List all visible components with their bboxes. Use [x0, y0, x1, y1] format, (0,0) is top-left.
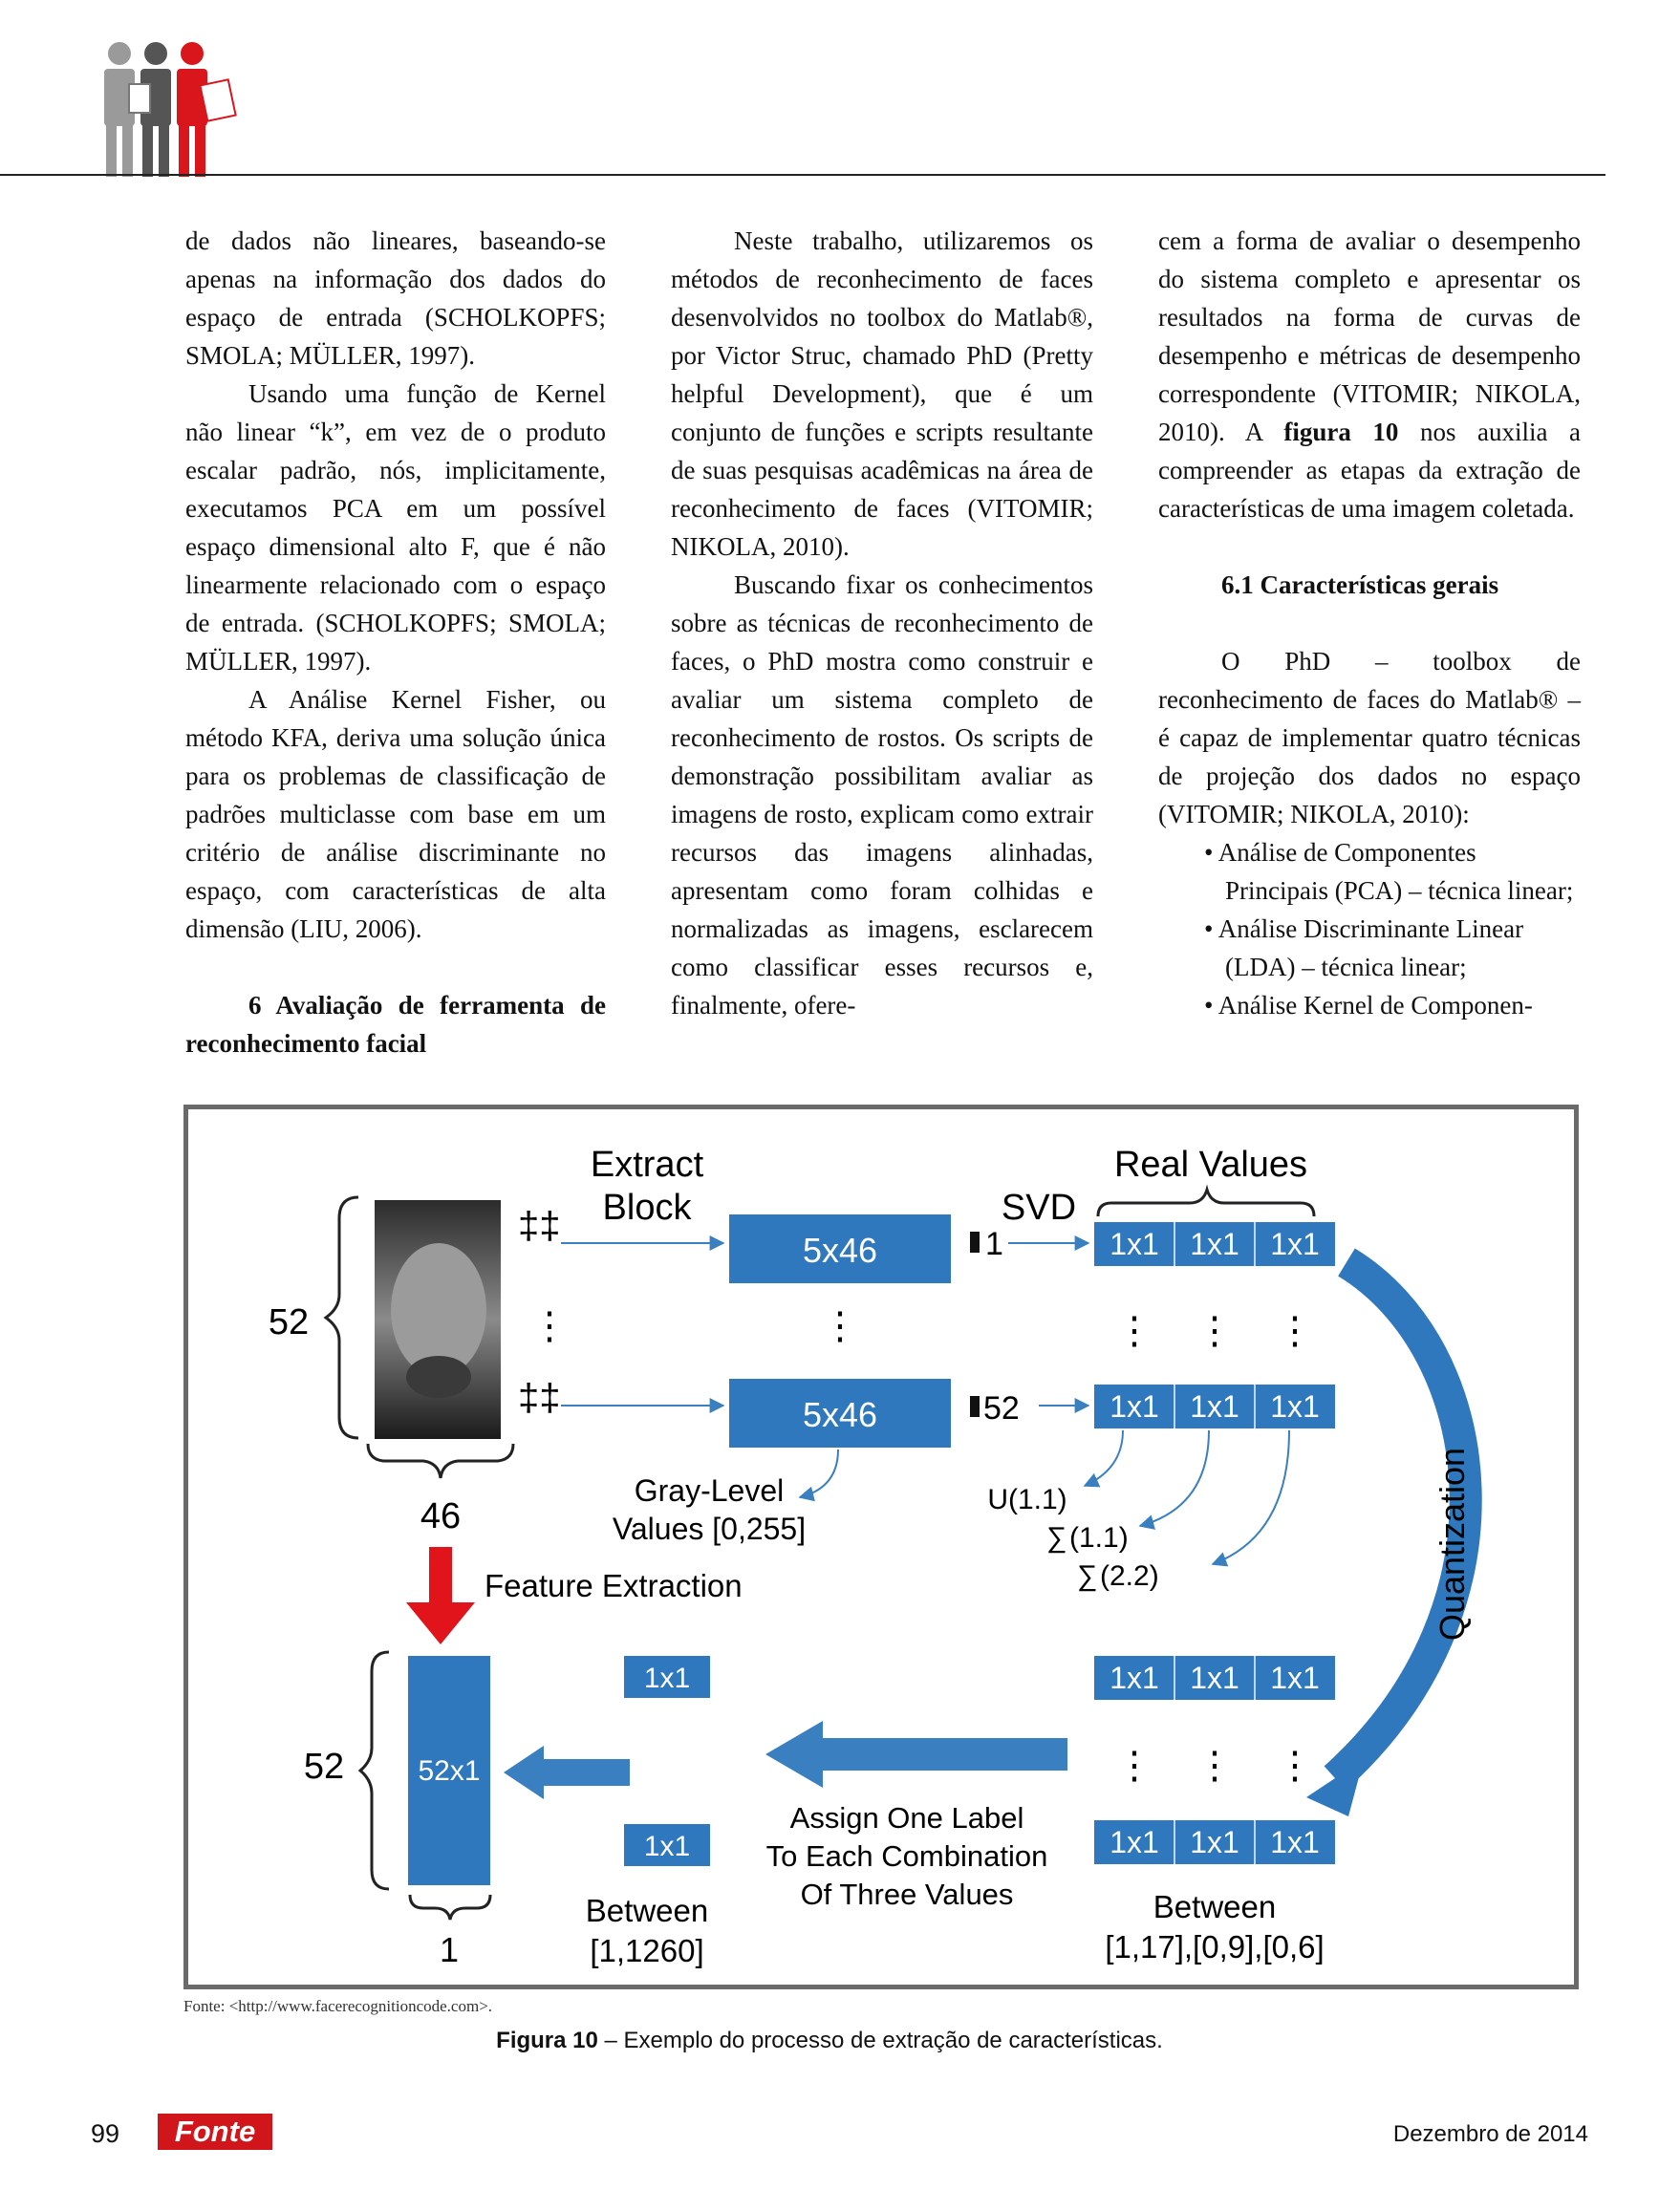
- index-marker-icon: [970, 1232, 980, 1253]
- svd-label: SVD: [1001, 1188, 1077, 1228]
- text-column-2: [671, 222, 1093, 1024]
- real-values-label: Real Values: [1113, 1145, 1308, 1185]
- cell-label: 1x1: [1270, 1825, 1320, 1859]
- assign-label-line3: Of Three Values: [800, 1878, 1014, 1911]
- arrowhead-icon: [504, 1746, 544, 1799]
- paragraph: A Análise Kernel Fisher, ou método KFA, deriva uma solução única para os problemas de classificação de padrões multiclasse com base em um critério de análise discriminante no espaço, com características de alta dimensão (LIU, 2006).: [185, 685, 606, 943]
- ellipsis-icon: ⋮: [1196, 1745, 1234, 1787]
- gray-level-label: Gray-Level: [634, 1473, 785, 1508]
- vector-label: 52x1: [418, 1755, 481, 1787]
- list-item: • Análise Kernel de Componen-: [1204, 991, 1533, 1020]
- cell-label: 1x1: [643, 1831, 691, 1862]
- sigma-icon: ∑: [1046, 1522, 1067, 1554]
- ellipsis-icon: ⋮: [530, 1305, 569, 1347]
- extract-label: Extract: [590, 1145, 704, 1185]
- brace-icon: [368, 1444, 513, 1478]
- face-image: [406, 1356, 471, 1398]
- ellipsis-icon: ⋮: [1115, 1745, 1153, 1787]
- text-column-1: [185, 222, 606, 1063]
- cell-label: 1x1: [1110, 1825, 1159, 1859]
- index-1-label: 1: [985, 1226, 1003, 1262]
- text-column-3: [1158, 222, 1581, 1024]
- paragraph: Buscando fixar os conhecimentos sobre as técnicas de reconhecimento de faces, o PhD mostra como construir e avaliar um sistema completo de reconhecimento de rostos. Os scripts de demonstração possibilitam avaliar as imagens de rosto, explicam como extrair recursos das imagens alinhadas, apresentam como foram colhidas e normalizadas as imagens, esclarecem como classificar esses recursos e, finalmente, ofere-: [671, 570, 1093, 1020]
- between-right-label: Between: [1153, 1889, 1277, 1924]
- magazine-brand: Fonte: [158, 2114, 272, 2150]
- caption-label: Figura 10: [496, 2028, 598, 2053]
- cell-label: 1x1: [1110, 1661, 1159, 1695]
- cell-label: 1x1: [1110, 1227, 1159, 1261]
- block-label: 5x46: [802, 1231, 878, 1270]
- feature-extraction-diagram: [188, 1109, 1574, 1985]
- figure-source: Fonte: <http://www.facerecognitioncode.com>.: [183, 1997, 493, 2015]
- brace-icon: [1098, 1190, 1314, 1216]
- brace-icon: [360, 1652, 389, 1889]
- cell-label: 1x1: [1190, 1227, 1239, 1261]
- ellipsis-icon: ⋮: [1196, 1310, 1234, 1352]
- left-arrow: [542, 1759, 630, 1786]
- assign-label-line1: Assign One Label: [789, 1801, 1024, 1835]
- block-label: Block: [602, 1188, 692, 1228]
- arrow: [1213, 1430, 1289, 1564]
- index-52-label: 52: [983, 1390, 1020, 1427]
- dim-46-label: 46: [420, 1496, 462, 1536]
- cell-label: 1x1: [1270, 1389, 1320, 1424]
- ellipsis-icon: ⋮: [1276, 1745, 1314, 1787]
- ellipsis-icon: ⋮: [821, 1305, 859, 1347]
- arrow: [1085, 1430, 1123, 1486]
- subsection-heading: 6.1 Características gerais: [1221, 570, 1499, 599]
- figure-caption: [0, 2028, 1659, 2054]
- block-label: 5x46: [802, 1395, 878, 1434]
- caption-text: – Exemplo do processo de extração de características.: [597, 2028, 1163, 2053]
- cell-label: 1x1: [1110, 1389, 1159, 1424]
- quantization-label: Quantization: [1433, 1447, 1472, 1642]
- figure-reference: figura 10: [1283, 418, 1399, 446]
- sigma-icon: ∑: [1077, 1560, 1098, 1592]
- sigma-22-label: (2.2): [1100, 1560, 1159, 1592]
- brace-icon: [410, 1895, 490, 1920]
- paragraph: cem a forma de avaliar o desempenho do sistema completo e apresentar os resultados na forma de curvas de desempenho e métricas de desempenho correspondente (VITOMIR; NIKOLA, 2010). A figura 10 nos auxilia a compreender as etapas da extração de características de uma imagem coletada.: [1158, 226, 1582, 523]
- page-number: 99: [91, 2119, 120, 2148]
- section-heading: 6 Avaliação de ferramenta de reconhecimento facial: [185, 991, 606, 1058]
- dim-1-label: 1: [439, 1930, 460, 1969]
- cell-label: 1x1: [1270, 1661, 1320, 1695]
- paragraph: O PhD – toolbox de reconhecimento de faces do Matlab® – é capaz de implementar quatro técnicas de projeção dos dados no espaço (VITOMIR; NIKOLA, 2010):: [1158, 647, 1581, 828]
- paragraph: Neste trabalho, utilizaremos os métodos de reconhecimento de faces desenvolvidos no toolbox do Matlab®, por Victor Struc, chamado PhD (Pretty helpful Development), que é um conjunto de funções e scripts resultante de suas pesquisas acadêmicas na área de reconhecimento de faces (VITOMIR; NIKOLA, 2010).: [671, 226, 1093, 561]
- dim-52-label: 52: [303, 1747, 345, 1787]
- magazine-logo-icon: [91, 40, 244, 179]
- gray-level-range-label: Values [0,255]: [612, 1512, 807, 1546]
- arrow: [800, 1450, 838, 1497]
- ellipsis-icon: ⋮: [1276, 1310, 1314, 1352]
- u-label: U(1.1): [987, 1484, 1067, 1515]
- figure-10-diagram: [183, 1105, 1579, 1989]
- cell-label: 1x1: [1190, 1825, 1239, 1859]
- arrowhead-icon: [406, 1602, 475, 1644]
- header-rule: [0, 174, 1605, 176]
- between-left-range: [1,1260]: [590, 1933, 704, 1968]
- block-marker-icon: ‡‡: [518, 1205, 561, 1247]
- paragraph: Usando uma função de Kernel não linear “k”, em vez de o produto escalar padrão, nós, implicitamente, executamos PCA em um possível espaço dimensional alto F, que é não linearmente relacionado com o espaço de entrada. (SCHOLKOPFS; SMOLA; MÜLLER, 1997).: [185, 379, 606, 676]
- block-marker-icon: ‡‡: [518, 1377, 561, 1419]
- between-right-range: [1,17],[0,9],[0,6]: [1105, 1929, 1325, 1965]
- list-item: • Análise de Componentes Principais (PCA) – técnica linear;: [1204, 838, 1574, 905]
- index-marker-icon: [970, 1396, 980, 1417]
- dim-52-label: 52: [268, 1302, 310, 1342]
- between-left-label: Between: [585, 1893, 709, 1928]
- sigma-11-label: (1.1): [1069, 1522, 1129, 1554]
- arrow: [1140, 1430, 1209, 1526]
- assign-label-line2: To Each Combination: [765, 1839, 1048, 1873]
- cell-label: 1x1: [1190, 1661, 1239, 1695]
- paragraph: de dados não lineares, baseando-se apenas na informação dos dados do espaço de entrada (SCHOLKOPFS; SMOLA; MÜLLER, 1997).: [185, 226, 606, 370]
- arrowhead-icon: [765, 1721, 823, 1788]
- list-item: • Análise Discriminante Linear (LDA) – técnica linear;: [1204, 914, 1524, 981]
- cell-label: 1x1: [1190, 1389, 1239, 1424]
- assign-arrow: [819, 1738, 1067, 1771]
- issue-date: Dezembro de 2014: [1392, 2121, 1588, 2147]
- ellipsis-icon: ⋮: [1115, 1310, 1153, 1352]
- cell-label: 1x1: [643, 1663, 691, 1694]
- cell-label: 1x1: [1270, 1227, 1320, 1261]
- brace-icon: [326, 1197, 358, 1438]
- red-arrow: [429, 1547, 452, 1604]
- feature-extraction-label: Feature Extraction: [485, 1568, 743, 1603]
